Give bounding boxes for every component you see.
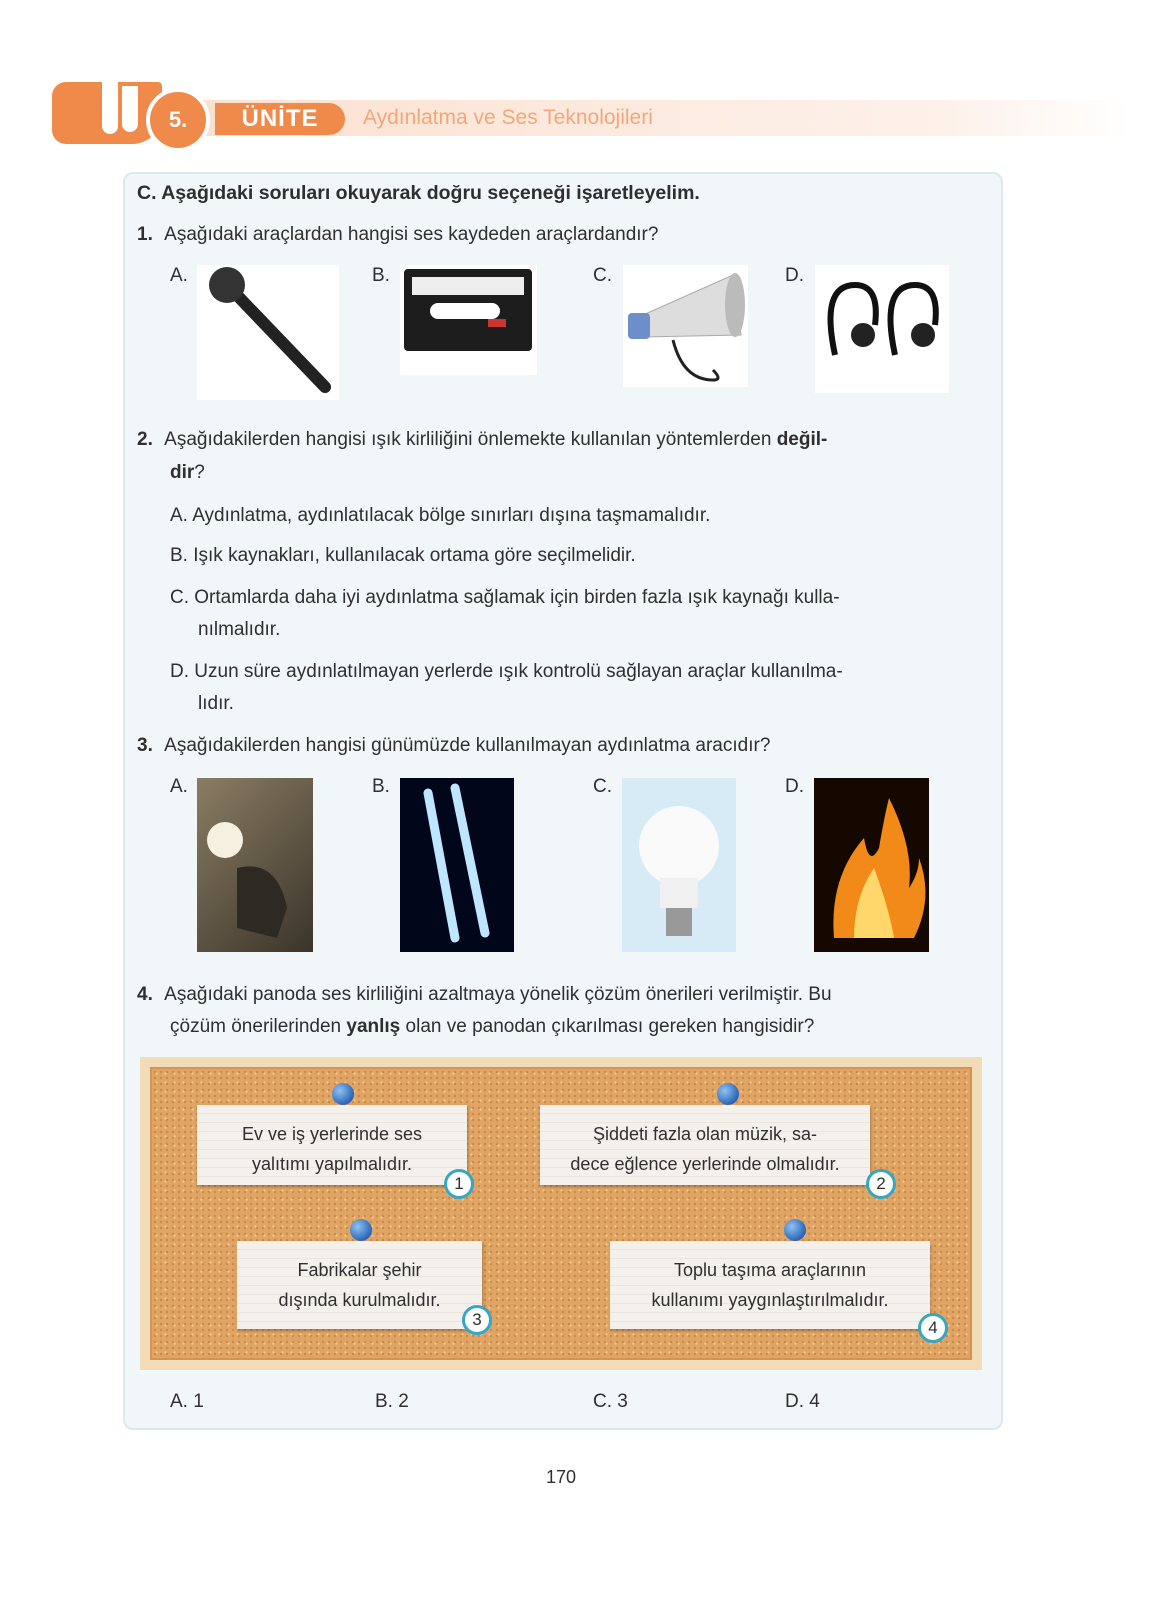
page-number: 170 bbox=[546, 1467, 577, 1487]
q3-option-c[interactable]: C. bbox=[593, 776, 612, 797]
question-1: 1. Aşağıdaki araçlardan hangisi ses kaydeden araçlardandır? bbox=[137, 224, 659, 245]
unit-number: 5. bbox=[146, 88, 210, 152]
pushpin-icon bbox=[784, 1219, 806, 1241]
unit-title: Aydınlatma ve Ses Teknolojileri bbox=[363, 106, 653, 129]
question-4-cont: çözüm önerilerinden yanlış olan ve panodan çıkarılması gereken hangisidir? bbox=[170, 1016, 815, 1037]
q1-option-c[interactable]: C. bbox=[593, 265, 612, 286]
pushpin-icon bbox=[332, 1083, 354, 1105]
note-number-2: 2 bbox=[866, 1169, 896, 1199]
q4-option-d[interactable]: D. 4 bbox=[785, 1391, 820, 1412]
cork-board bbox=[140, 1057, 982, 1370]
question-4: 4. Aşağıdaki panoda ses kirliliğini azaltmaya yönelik çözüm önerileri verilmiştir. Bu bbox=[137, 984, 832, 1005]
campfire-image bbox=[814, 778, 929, 952]
q4-option-a[interactable]: A. 1 bbox=[170, 1391, 204, 1412]
q2-option-b[interactable]: B. Işık kaynakları, kullanılacak ortama göre seçilmelidir. bbox=[170, 545, 636, 566]
gas-lamp-image bbox=[197, 778, 313, 952]
q2-option-c[interactable]: C. Ortamlarda daha iyi aydınlatma sağlamak için birden fazla ışık kaynağı kulla- nılmalıdır. bbox=[170, 587, 840, 640]
q3-option-d[interactable]: D. bbox=[785, 776, 804, 797]
q4-option-c[interactable]: C. 3 bbox=[593, 1391, 628, 1412]
question-3: 3. Aşağıdakilerden hangisi günümüzde kullanılmayan aydınlatma aracıdır? bbox=[137, 735, 771, 756]
note-4[interactable]: Toplu taşıma araçlarının kullanımı yaygınlaştırılmalıdır. bbox=[610, 1241, 930, 1329]
question-2-cont: dir? bbox=[170, 462, 205, 483]
note-2[interactable]: Şiddeti fazla olan müzik, sa- dece eğlence yerlerinde olmalıdır. bbox=[540, 1105, 870, 1185]
q1-option-d[interactable]: D. bbox=[785, 265, 804, 286]
q4-option-b[interactable]: B. 2 bbox=[375, 1391, 409, 1412]
note-3[interactable]: Fabrikalar şehir dışında kurulmalıdır. bbox=[237, 1241, 482, 1329]
pushpin-icon bbox=[717, 1083, 739, 1105]
q1-option-b[interactable]: B. bbox=[372, 265, 390, 286]
unit-label: ÜNİTE bbox=[215, 103, 345, 135]
earphones-image bbox=[815, 265, 949, 393]
note-1[interactable]: Ev ve iş yerlerinde ses yalıtımı yapılmalıdır. bbox=[197, 1105, 467, 1185]
section-heading: C. Aşağıdaki soruları okuyarak doğru seçeneği işaretleyelim. bbox=[137, 182, 700, 204]
q2-option-a[interactable]: A. Aydınlatma, aydınlatılacak bölge sınırları dışına taşmamalıdır. bbox=[170, 505, 711, 526]
q3-option-b[interactable]: B. bbox=[372, 776, 390, 797]
q3-option-a[interactable]: A. bbox=[170, 776, 188, 797]
megaphone-image bbox=[623, 265, 748, 387]
q1-option-a[interactable]: A. bbox=[170, 265, 188, 286]
led-bulb-image bbox=[622, 778, 736, 952]
note-number-3: 3 bbox=[462, 1305, 492, 1335]
note-number-1: 1 bbox=[444, 1169, 474, 1199]
fluorescent-lamp-image bbox=[400, 778, 514, 952]
test-tubes-icon bbox=[100, 76, 140, 138]
q2-option-d[interactable]: D. Uzun süre aydınlatılmayan yerlerde ışık kontrolü sağlayan araçlar kullanılma- lıdır. bbox=[170, 661, 843, 714]
note-number-4: 4 bbox=[918, 1313, 948, 1343]
pushpin-icon bbox=[350, 1219, 372, 1241]
microphone-image bbox=[197, 265, 339, 400]
question-2: 2. Aşağıdakilerden hangisi ışık kirliliğini önlemekte kullanılan yöntemlerden değil- bbox=[137, 429, 828, 450]
cassette-image bbox=[400, 265, 537, 375]
